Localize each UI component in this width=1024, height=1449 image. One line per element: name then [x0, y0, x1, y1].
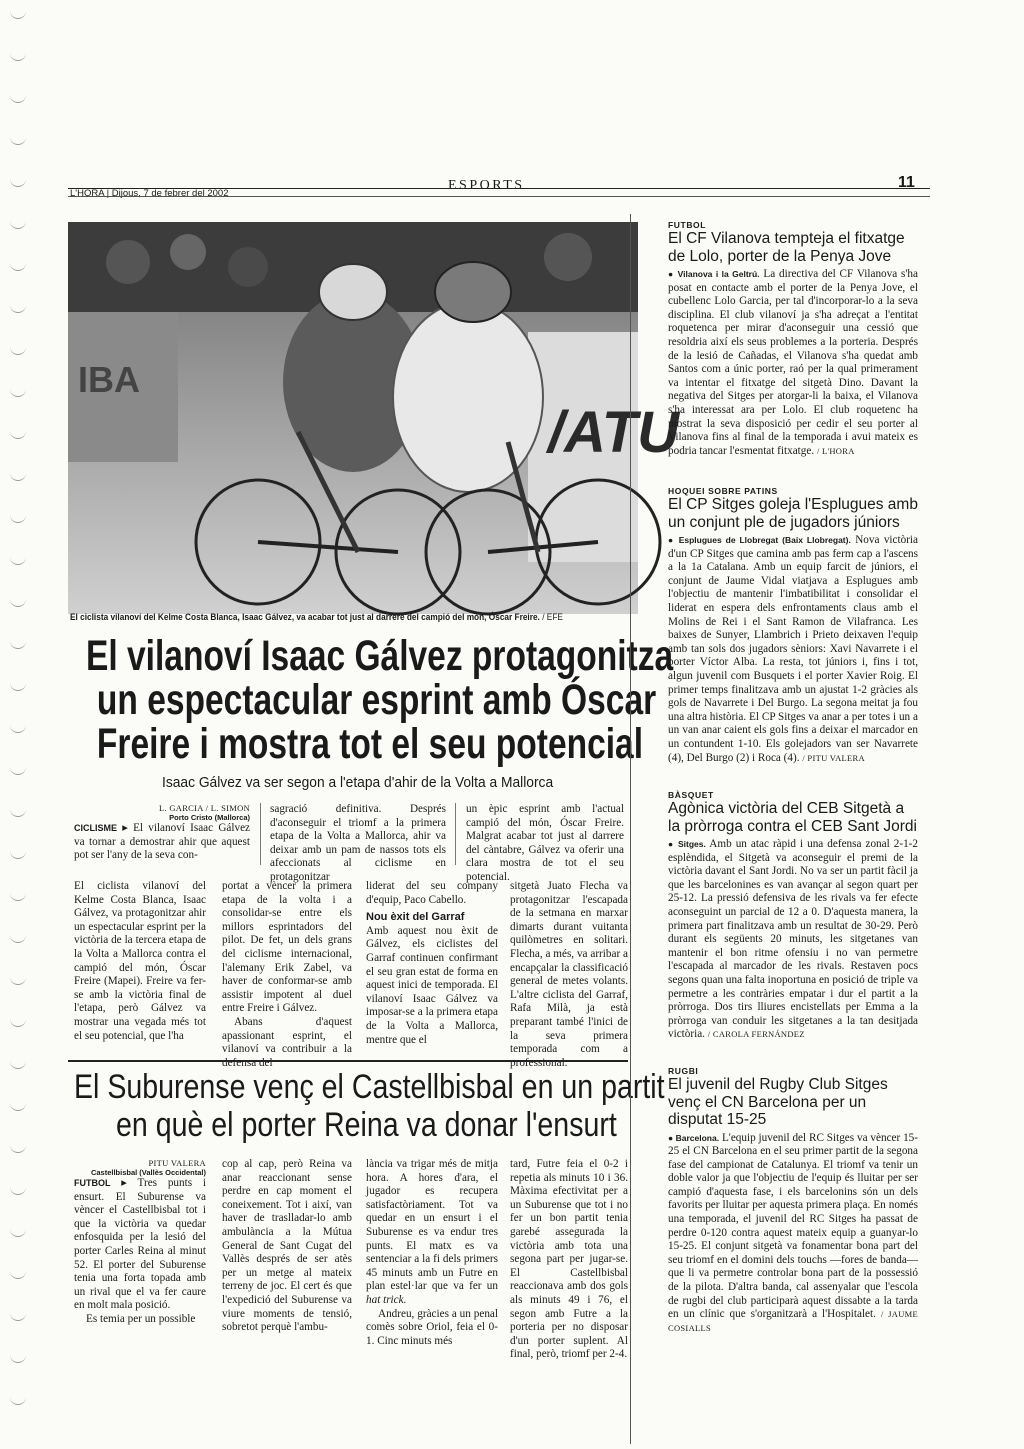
brief4-body	[668, 1132, 918, 1336]
header-rule	[68, 188, 930, 189]
brief2-lead-text: Esplugues de Llobregat (Baix Llobregat).	[678, 535, 851, 545]
brief1-body	[668, 268, 918, 458]
edge-mark	[10, 468, 26, 481]
lead-headline	[86, 632, 674, 768]
header-date: L'HORA | Dijous, 7 de febrer del 2002	[70, 188, 229, 199]
edge-mark	[10, 1014, 26, 1027]
caption-text: El ciclista vilanoví del Kelme Costa Blanca, Isaac Gálvez, va acabar tot just al darrere del campió del món, Óscar Freire.	[70, 612, 540, 622]
second-col3-p2: Andreu, gràcies a un penal comès sobre Oriol, feia el 0-1. Cinc minuts més	[366, 1307, 498, 1347]
lead-byline-block	[74, 803, 250, 863]
intro-rule-1	[260, 803, 261, 865]
brief3-lead: ● Sitges.	[668, 839, 706, 849]
edge-mark	[10, 300, 26, 313]
brief2-kicker: HOQUEI SOBRE PATINS	[668, 486, 778, 496]
edge-mark	[10, 594, 26, 607]
lead-body-col3-p1: liderat del seu company d'equip, Paco Cabello.	[366, 880, 498, 906]
lead-intro-col1	[74, 822, 250, 863]
brief1-text: La directiva del CF Vilanova s'ha posat en contacte amb el porter de la Penya Jove, el cubellenc Lolo Garcia, per tal d'incorporar-lo a la seva disciplina. El club vilanoví ja s'ha adreçat a l'entitat roquetenca per mirar d'aconseguir una cessió que resoldria així els seus problemes a la porteria. Després de la lesió de Cañadas, el Vilanova s'ha quedat amb Santos com a únic porter, raó per la qual primerament va intentar el fitxatge del sitgetà Dino. Davant la negativa del Sitges per atorgar-li la baixa, el Vilanova s'ha interessat ara per Lolo. El club roquetenc ha mostrat la seva disposició per cedir el seu porter al Vilanova fins al final de la temporada i avui mateix es podria tancar l'esmentat fitxatge.	[668, 268, 918, 457]
edge-mark	[10, 552, 26, 565]
second-headline-line2: en què el porter Reina va donar l'ensurt	[116, 1106, 617, 1144]
brief3-headline: Agònica victòria del CEB Sitgetà a la pròrroga contra el CEB Sant Jordi	[668, 800, 917, 835]
edge-mark	[10, 1056, 26, 1069]
svg-text:IBA: IBA	[78, 359, 140, 400]
sidebar-brief-4	[668, 1066, 918, 1335]
brief2-lead: ● Esplugues de Llobregat (Baix Llobregat).	[668, 535, 851, 545]
brief4-text: L'equip juvenil del RC Sitges va vèncer 15-25 el CN Barcelona en el seu primer partit de la segona fase del campionat de Catalunya. El triomf va tenir un doble valor ja que l'objectiu de l'equip és lluitar per ser campió d'aquesta fase, i els barcelonins són un dels favorits per lluitar per aquesta primera plaça. En només una temporada, el juvenil del RC Sitges ha passat de perdre 0-120 contra aquest mateix equip a guanyar-lo 15-25. El conjunt sitgetà va fonamentar bona part del seu triomf en el domini dels touchs —fores de banda— que li va permetre controlar bona part de la possessió de la pilota. D'altra banda, cal assenyalar que l'escola de rugbi del club participarà aquest dissabte a la tarda en un clínic que s'organitzarà a l'Hospitalet.	[668, 1131, 918, 1321]
second-col1-p2: Es temia per un possible	[86, 1312, 196, 1325]
brief2-headline: El CP Sitges goleja l'Esplugues amb un conjunt ple de jugadors júniors	[668, 496, 918, 531]
tag-arrow: ▸	[117, 822, 134, 834]
section-tag-ciclisme: CICLISME	[74, 823, 118, 833]
edge-mark	[10, 174, 26, 187]
section-title: ESPORTS	[448, 178, 525, 193]
second-headline	[74, 1068, 665, 1144]
second-headline-line1: El Suburense venç el Castellbisbal en un partit	[74, 1068, 665, 1106]
edge-mark	[10, 510, 26, 523]
lead-body-col3-p2: Amb aquest nou èxit de Gálvez, els ciclistes del Garraf continuen confirmant el seu gran estat de forma en aquest inici de temporada. El vilanoví Isaac Gálvez va imposar-se a la primera etapa de la Volta a Mallorca, mentre que el	[366, 924, 498, 1046]
edge-mark	[10, 1182, 26, 1195]
lead-headline-line3: Freire i mostra tot el seu potencial	[96, 720, 644, 768]
sidebar-brief-3	[668, 790, 918, 1042]
lead-body-col2-p1: portat a vèncer la primera etapa de la volta i a consolidar-se entre els millors esprintadors del pilot. De fet, un dels grans del ciclisme internacional, l'alemany Erik Zabel, va haver de conformar-se amb assistir impotent al duel entre Freire i Gálvez.	[222, 880, 352, 1015]
lead-body-col3	[366, 880, 498, 1047]
edge-mark	[10, 846, 26, 859]
brief2-text: Nova victòria d'un CP Sitges que camina amb pas ferm cap a l'ascens a la 1a Catalana. Amb un equip farcit de júniors, el conjunt de Jaume Vidal viatjava a Esplugues amb l'objectiu de mantenir l'imbatibilitat i consolidar el liderat en espera dels enfrontaments claus amb el Molins de Rei i el Sant Ramon de Vilafranca. Les baixes de Sunyer, Llambrich i Prieto deixaven l'equip amb tan sols dos jugadors sèniors: Xavi Navarrete i el porter Víctor Alba. La resta, tot júniors i, fins i tot, algun juvenil com Busquets i el porter Xavier Roig. El primer temps finalitzava amb un ajustat 1-2 gràcies als gols de Navarrete i Del Burgo. La segona meitat ja fou una altra història. El CP Sitges va anar a per totes i un a un van anar caient els gols fins a deixar el marcador en un contundent 1-10. Els golejadors van ser Navarrete (4), Del Burgo (2) i Roca (4).	[668, 534, 919, 764]
sidebar-brief-2	[668, 486, 918, 765]
edge-mark	[10, 342, 26, 355]
edge-mark	[10, 1224, 26, 1237]
edge-mark	[10, 1308, 26, 1321]
edge-mark	[10, 636, 26, 649]
second-col2: cop al cap, però Reina va anar reaccionant sense perdre en cap moment el coneixement. Tot i així, van haver de traslladar-lo amb ambulància a la Mútua General de Sant Cugat del Vallès després de ser atès per un metge al mateix terreny de joc. El cert és que l'expedició del Suburense va viure moments de tensió, sobretot perquè l'ambu-	[222, 1158, 352, 1334]
edge-mark	[10, 132, 26, 145]
sidebar-rule	[630, 214, 631, 1444]
second-col4: tard, Futre feia el 0-2 i repetia als minuts 10 i 36. Màxima efectivitat per a un Suburense que tot i no fer un bon partit tenia garebé assegurada la victòria amb tota una segona part per jugar-se. El Castellbisbal reaccionava amb dos gols als minuts 49 i 76, el segon amb Futre a la porteria per no disposar d'un porter suplent. Al final, però, triomf per 2-4.	[510, 1158, 628, 1361]
scan-edge-marks	[10, 0, 30, 1449]
edge-mark	[10, 678, 26, 691]
edge-mark	[10, 1392, 26, 1405]
brief4-lead-text: Barcelona.	[675, 1132, 720, 1143]
second-col3-em: hat trick.	[366, 1293, 407, 1306]
caption-credit: / EFE	[542, 612, 563, 622]
lead-byline: L. GARCIA / L. SIMON	[158, 803, 250, 813]
brief3-kicker: BÀSQUET	[668, 790, 714, 800]
lead-headline-line2: un espectacular esprint amb Óscar	[96, 676, 657, 724]
brief4-signature: / JAUME COSIALLS	[668, 1309, 919, 1333]
page-number: 11	[898, 174, 915, 191]
brief1-lead-text: Vilanova i la Geltrú.	[677, 269, 760, 279]
edge-mark	[10, 216, 26, 229]
second-col3-p1: lància va trigar més de mitja hora. A hores d'ara, el jugador es recupera satisfactòriament. Tot va quedar en un ensurt i el Suburense es va endur tres punts. El matx es va sentenciar a la fi dels primers 45 minuts amb un Futre en plan estel·lar que va fer un	[366, 1158, 498, 1293]
brief3-text: Amb un atac ràpid i una defensa zonal 2-1-2 esplèndida, el Sitgetà va aconseguir el premi de la victòria davant el Sant Jordi. No va ser un partit fàcil ja que les barcelonines es van avançar al segon quart per 25-12. La pressió defensiva de les rivals va fer efecte aconseguint un parcial de 12 a 0. D'aquesta manera, la primera part finalitzava amb un resultat de 30-29. Però durant els següents 20 minuts, les sitgetanes van mantenir el bon ritme ofensiu i no van permetre l'escapada al marcador de les rivals. Restaven pocs segons quan una falta inoportuna en posició de triple va permetre a les contràries empatar i dur el partit a la pròrroga. Dos tirs lliures encistellats per Emma a la pròrroga van conduir les sitgetanes a la tan desitjada victòria.	[668, 838, 918, 1041]
second-col1	[74, 1158, 206, 1327]
edge-mark	[10, 972, 26, 985]
second-dateline: Castellbisbal (Vallès Occidental)	[90, 1168, 206, 1177]
second-byline: PITU VALERA	[148, 1158, 206, 1168]
second-col3	[366, 1158, 498, 1348]
edge-mark	[10, 258, 26, 271]
brief2-body	[668, 534, 918, 765]
brief4-lead: ● Barcelona.	[668, 1132, 720, 1143]
edge-mark	[10, 6, 26, 19]
lead-intro-col2: sagració definitiva. Després d'aconseguir el triomf a la primera etapa de la Volta a Mallorca, ahir va deixar amb un pam de nassos tots els afeccionats al ciclisme en protagonitzar	[270, 803, 446, 883]
brief1-kicker: FUTBOL	[668, 220, 707, 230]
brief1-lead: ● Vilanova i la Geltrú.	[668, 269, 760, 279]
brief3-body	[668, 838, 918, 1042]
edge-mark	[10, 720, 26, 733]
lead-body-col2	[222, 880, 352, 1070]
edge-mark	[10, 90, 26, 103]
tag-arrow-2: ▸	[110, 1177, 138, 1189]
brief1-signature: / L'HORA	[816, 445, 855, 456]
cycling-photo	[68, 222, 680, 614]
edge-mark	[10, 888, 26, 901]
svg-text:/ATU: /ATU	[548, 400, 680, 465]
edge-mark	[10, 930, 26, 943]
lead-body-subhead: Nou èxit del Garraf	[366, 911, 465, 924]
edge-mark	[10, 48, 26, 61]
brief2-signature: / PITU VALERA	[802, 752, 865, 763]
header-rule-lower	[68, 196, 930, 197]
brief4-kicker: RUGBI	[668, 1066, 699, 1076]
edge-mark	[10, 1350, 26, 1363]
brief3-lead-text: Sitges.	[677, 839, 706, 849]
brief3-signature: / CAROLA FERNÁNDEZ	[707, 1029, 805, 1040]
second-text-1: Tres punts i ensurt. El Suburense va vèncer el Castellbisbal tot i que la victòria va quedar enfosquida per la lesió del porter Carles Reina al minut 52. El porter del Suburense tenia una forta topada amb un rival que el va fer caure en molt mala posició.	[74, 1177, 206, 1312]
edge-mark	[10, 762, 26, 775]
lead-headline-line1: El vilanoví Isaac Gálvez protagonitza	[86, 632, 674, 680]
photo-caption	[70, 612, 585, 622]
edge-mark	[10, 1098, 26, 1111]
lead-dateline: Porto Cristo (Mallorca)	[169, 813, 250, 822]
section-tag-futbol: FUTBOL	[74, 1178, 111, 1188]
edge-mark	[10, 1140, 26, 1153]
intro-text-1: El vilanoví Isaac Gálvez va tornar a demostrar ahir que aquest pot ser l'any de la seva con-	[74, 822, 250, 862]
edge-mark	[10, 384, 26, 397]
second-col1-p1	[74, 1177, 206, 1313]
lead-subheadline: Isaac Gálvez va ser segon a l'etapa d'ahir de la Volta a Mallorca	[162, 774, 554, 791]
story-divider	[68, 1060, 628, 1062]
edge-mark	[10, 1266, 26, 1279]
lead-body-col1: El ciclista vilanoví del Kelme Costa Blanca, Isaac Gálvez, va protagonitzar ahir un espectacular esprint per la victòria de la tercera etapa de la Volta a Mallorca contra el campió del món, Óscar Freire (Mapei). Freire va fer-se amb la victòria final de l'etapa, però Gálvez va mostrar una vegada més tot el seu potencial, que l'ha	[74, 880, 206, 1042]
brief1-headline: El CF Vilanova tempteja el fitxatge de Lolo, porter de la Penya Jove	[668, 230, 905, 265]
brief4-headline: El juvenil del Rugby Club Sitges venç el CN Barcelona per un disputat 15-25	[668, 1076, 888, 1128]
sidebar-brief-1	[668, 220, 918, 458]
intro-rule-2	[455, 803, 456, 865]
edge-mark	[10, 804, 26, 817]
edge-mark	[10, 426, 26, 439]
lead-body-col2-p2: Abans d'aquest apassionant esprint, el vilanoví va contribuir a la defensa del	[222, 1015, 352, 1069]
lead-body-col4: sitgetà Juato Flecha va protagonitzar l'escapada de la setmana en marxar dimarts durant vuitanta quilòmetres en solitari. Flecha, a més, va arribar a encapçalar la classificació general de metes volants. L'altre ciclista del Garraf, Rafa Milà, ja està preparant també l'inici de la seva primera temporada com a professional.	[510, 880, 628, 1069]
lead-intro-col3: un èpic esprint amb l'actual campió del món, Óscar Freire. Malgrat acabar tot just al darrere del càntabre, Gálvez va oferir una clara mostra de tot el seu potencial.	[466, 803, 624, 883]
